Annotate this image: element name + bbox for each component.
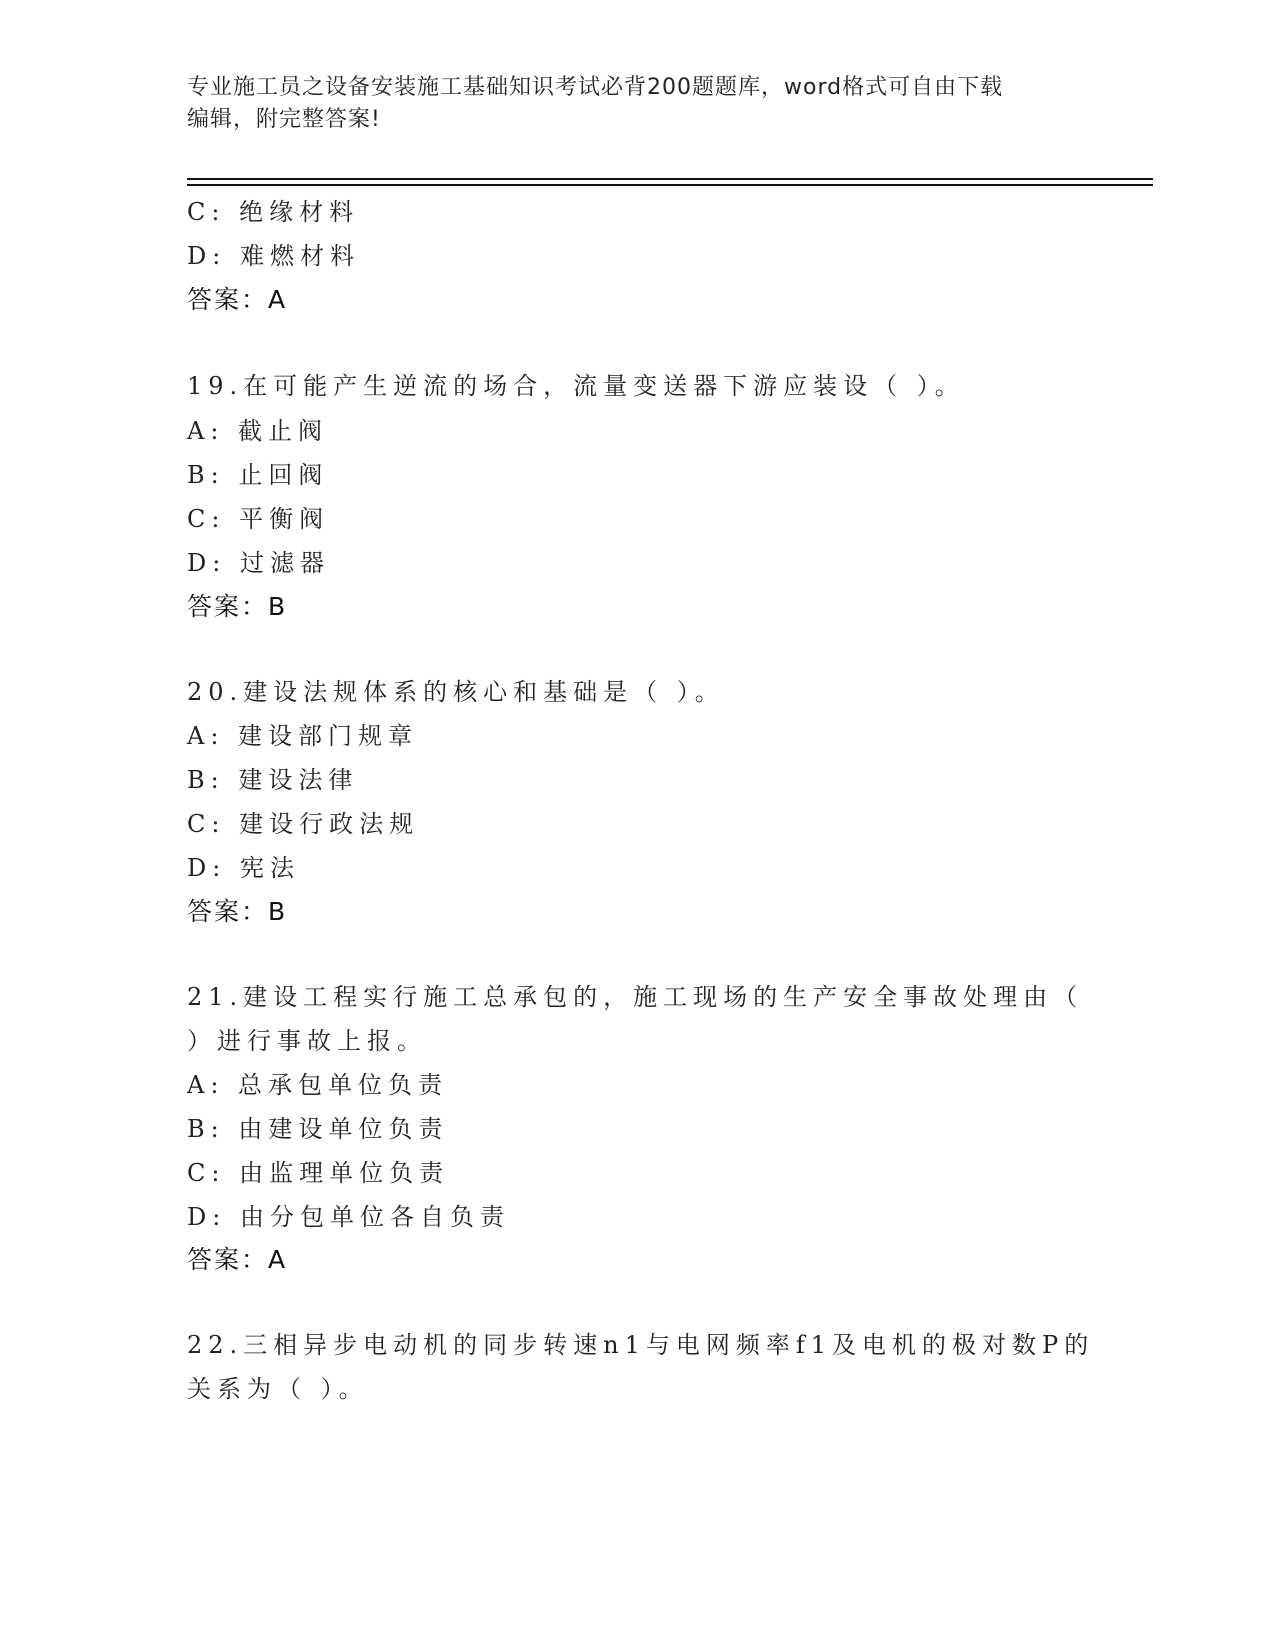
q22-question-line-1: 22.三相异步电动机的同步转速n1与电网频率f1及电机的极对数P的 — [187, 1331, 1095, 1359]
q20-question: 20.建设法规体系的核心和基础是（ ）。 — [187, 678, 725, 706]
q21-option-b: B: 由建设单位负责 — [187, 1115, 449, 1143]
q19-option-d: D: 过滤器 — [187, 549, 330, 577]
q19-option-c: C: 平衡阀 — [187, 505, 330, 533]
q22-question-line-2: 关系为（ ）。 — [187, 1375, 369, 1403]
header-line-2: 编辑，附完整答案! — [187, 107, 381, 132]
q18-option-c: C: 绝缘材料 — [187, 198, 360, 226]
header-line-1: 专业施工员之设备安装施工基础知识考试必背200题题库，word格式可自由下载 — [187, 75, 1004, 100]
q20-answer: 答案：B — [187, 897, 288, 926]
q19-option-a: A: 截止阀 — [187, 417, 329, 445]
q21-option-a: A: 总承包单位负责 — [187, 1071, 449, 1099]
q18-option-d: D: 难燃材料 — [187, 242, 360, 270]
q20-option-a: A: 建设部门规章 — [187, 722, 419, 750]
header-rule-top — [187, 178, 1153, 180]
q21-question-line-1: 21.建设工程实行施工总承包的，施工现场的生产安全事故处理由（ — [187, 983, 1084, 1011]
header-rule-bottom — [187, 184, 1153, 186]
q21-question-line-2: ）进行事故上报。 — [187, 1027, 427, 1055]
q18-answer: 答案：A — [187, 285, 288, 314]
q21-option-d: D: 由分包单位各自负责 — [187, 1203, 510, 1231]
q19-question: 19.在可能产生逆流的场合，流量变送器下游应装设（ ）。 — [187, 372, 965, 400]
q20-option-c: C: 建设行政法规 — [187, 810, 420, 838]
q19-option-b: B: 止回阀 — [187, 461, 329, 489]
q19-answer: 答案：B — [187, 592, 288, 621]
q21-answer: 答案：A — [187, 1245, 288, 1274]
q20-option-d: D: 宪法 — [187, 854, 300, 882]
document-header — [187, 72, 1087, 136]
q21-option-c: C: 由监理单位负责 — [187, 1159, 450, 1187]
q20-option-b: B: 建设法律 — [187, 766, 359, 794]
